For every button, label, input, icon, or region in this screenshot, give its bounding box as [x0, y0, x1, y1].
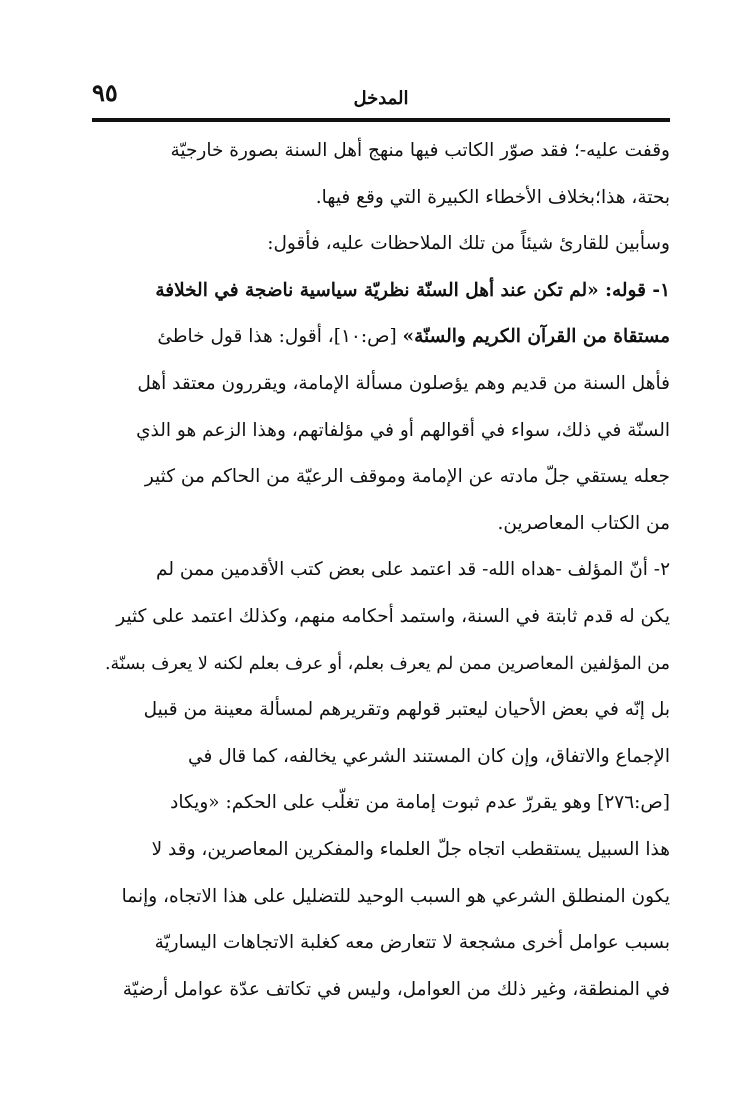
text-line: بحتة، هذا؛بخلاف الأخطاء الكبيرة التي وقع فيها. [315, 186, 670, 208]
text-line: [ص:٢٧٦] وهو يقررّ عدم ثبوت إمامة من تغلّب على الحكم: «ويكاد [170, 792, 670, 814]
running-title: المدخل [353, 88, 409, 109]
text-line: بل إنّه في بعض الأحيان ليعتبر قولهم وتقريرهم لمسألة معينة من قبيل [143, 699, 670, 721]
text-line: الإجماع والاتفاق، وإن كان المستند الشرعي يخالفه، كما قال في [188, 745, 670, 767]
text-line: ٢- أنّ المؤلف -هداه الله- قد اعتمد على بعض كتب الأقدمين ممن لم [156, 559, 670, 581]
text-line: يكن له قدم ثابتة في السنة، واستمد أحكامه منهم، وكذلك اعتمد على كثير [116, 605, 670, 627]
text-line: فأهل السنة من قديم وهم يؤصلون مسألة الإمامة، ويقررون معتقد أهل [137, 372, 670, 394]
text-line: وسأبين للقارئ شيئاً من تلك الملاحظات عليه، فأقول: [267, 233, 670, 255]
text-line: من المؤلفين المعاصرين ممن لم يعرف بعلم، أو عرف بعلم لكنه لا يعرف بسنّة. [104, 653, 670, 674]
text-line: في المنطقة، وغير ذلك من العوامل، وليس في تكاتف عدّة عوامل أرضيّة [122, 978, 670, 1000]
text-line: جعله يستقي جلّ مادته عن الإمامة وموقف الرعيّة من الحاكم من كثير [144, 466, 670, 488]
quoted-title-fragment: مستقاة من القرآن الكريم والسنّة» [402, 326, 670, 348]
text-line: من الكتاب المعاصرين. [497, 512, 670, 534]
body-text [92, 128, 670, 1013]
page-number: ٩٥ [92, 78, 118, 107]
page-header [92, 78, 670, 118]
header-divider [92, 118, 670, 122]
text-line: هذا السبيل يستقطب اتجاه جلّ العلماء والمفكرين المعاصرين، وقد لا [151, 838, 670, 860]
text-line: يكون المنطلق الشرعي هو السبب الوحيد للتضليل على هذا الاتجاه، وإنما [121, 885, 670, 907]
text-line: وقفت عليه-؛ فقد صوّر الكاتب فيها منهج أهل السنة بصورة خارجيّة [170, 140, 670, 161]
text-line: السنّة في ذلك، سواء في أقوالهم أو في مؤلفاتهم، وهذا الزعم هو الذي [136, 419, 670, 441]
quoted-heading-line: ١- قوله: «لم تكن عند أهل السنّة نظريّة سياسية ناضجة في الخلافة [155, 279, 670, 301]
text-line: بسبب عوامل أخرى مشجعة لا تتعارض معه كغلبة الاتجاهات اليساريّة [154, 932, 670, 954]
text-line: مستقاة من القرآن الكريم والسنّة» [ص:١٠]، أقول: هذا قول خاطئ [157, 326, 670, 348]
